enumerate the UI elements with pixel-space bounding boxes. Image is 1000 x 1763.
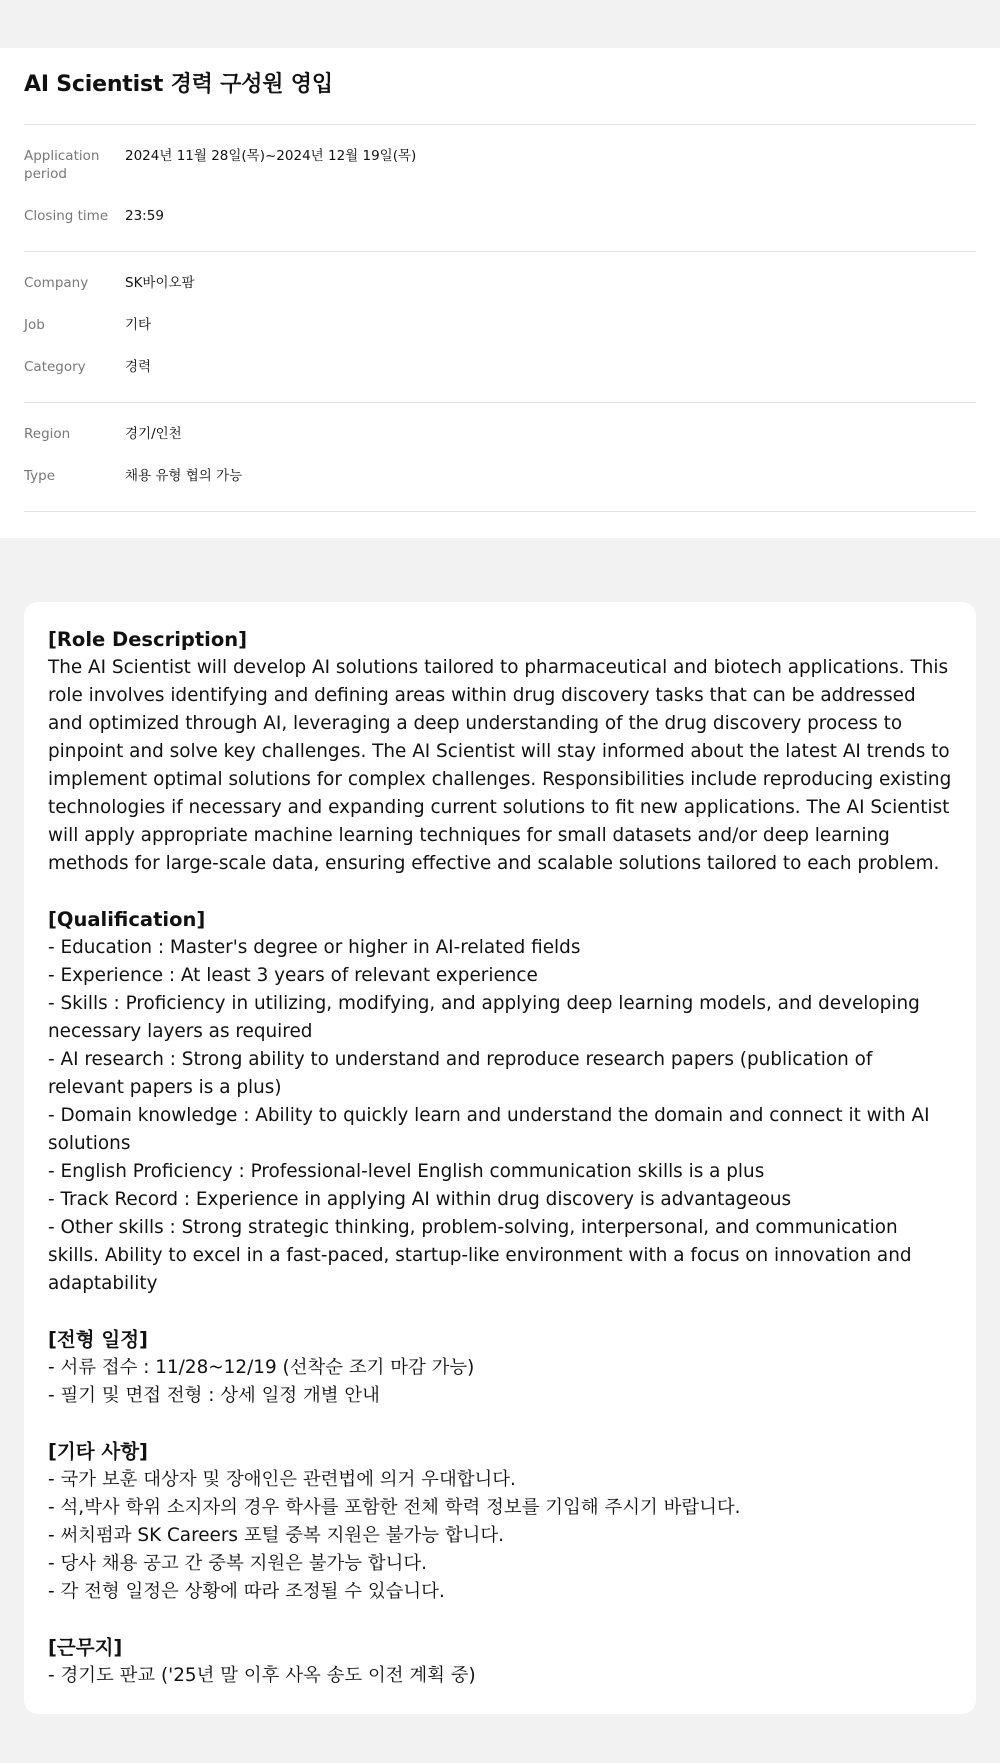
job-row <box>24 316 976 358</box>
role-description-text: The AI Scientist will develop AI solutions tailored to pharmaceutical and biotech applications. This role involves identifying and defining areas within drug discovery tasks that can be addressed and optimized through AI, leveraging a deep understanding of the drug discovery process to pinpoint and solve key challenges. The AI Scientist will stay informed about the latest AI trends to implement optimal solutions for complex challenges. Responsibilities include reproducing existing technologies if necessary and expanding current solutions to fit new applications. The AI Scientist will apply appropriate machine learning techniques for small datasets and/or deep learning methods for large-scale data, ensuring effective and scalable solutions tailored to each problem. <box>48 657 952 874</box>
closing-time-row <box>24 207 976 231</box>
company-group <box>24 252 976 402</box>
etc-section <box>48 1438 952 1606</box>
list-item: - 서류 접수 : 11/28~12/19 (선착순 조기 마감 가능) <box>48 1357 475 1378</box>
schedule-section <box>48 1326 952 1410</box>
list-item: - 필기 및 면접 전형 : 상세 일정 개별 안내 <box>48 1385 380 1406</box>
job-value: 기타 <box>125 317 152 333</box>
closing-time-value: 23:59 <box>125 208 164 224</box>
category-label: Category <box>24 359 86 375</box>
list-item: - Education : Master's degree or higher in AI-related fields <box>48 937 581 958</box>
region-value: 경기/인천 <box>125 426 182 442</box>
job-description-card <box>24 602 976 1714</box>
list-item: - 각 전형 일정은 상황에 따라 조정될 수 있습니다. <box>48 1581 445 1602</box>
closing-time-label: Closing time <box>24 208 109 224</box>
role-description-title: [Role Description] <box>48 628 248 651</box>
location-section <box>48 1634 952 1690</box>
application-period-value: 2024년 11월 28일(목)~2024년 12월 19일(목) <box>125 148 417 164</box>
list-item: - Experience : At least 3 years of relevant experience <box>48 965 538 986</box>
qualification-section <box>48 906 952 1298</box>
top-spacer <box>0 0 1000 48</box>
job-label: Job <box>24 317 45 333</box>
category-row <box>24 358 976 382</box>
etc-title: [기타 사항] <box>48 1440 148 1463</box>
company-row <box>24 274 976 316</box>
region-label: Region <box>24 426 71 442</box>
period-group <box>24 125 976 251</box>
list-item: - 당사 채용 공고 간 중복 지원은 불가능 합니다. <box>48 1553 428 1574</box>
list-item: - 석,박사 학위 소지자의 경우 학사를 포함한 전체 학력 정보를 기입해 주시기 바랍니다. <box>48 1497 741 1518</box>
list-item: - AI research : Strong ability to understand and reproduce research papers (publication of relevant papers is a plus) <box>48 1049 873 1098</box>
company-value: SK바이오팜 <box>125 275 195 291</box>
location-title: [근무지] <box>48 1636 123 1659</box>
list-item: - English Proficiency : Professional-level English communication skills is a plus <box>48 1161 765 1182</box>
list-item: - 써치펌과 SK Careers 포털 중복 지원은 불가능 합니다. <box>48 1525 505 1546</box>
company-label: Company <box>24 275 89 291</box>
application-period-label: Application period <box>24 148 100 182</box>
list-item: - Track Record : Experience in applying AI within drug discovery is advantageous <box>48 1189 792 1210</box>
type-row <box>24 467 976 491</box>
list-item: - 국가 보훈 대상자 및 장애인은 관련법에 의거 우대합니다. <box>48 1469 516 1490</box>
region-group <box>24 403 976 511</box>
job-title: AI Scientist 경력 구성원 영입 <box>24 72 333 97</box>
list-item: - Skills : Proficiency in utilizing, modifying, and applying deep learning models, and developing necessary layers as required <box>48 993 920 1042</box>
qualification-title: [Qualification] <box>48 908 206 931</box>
divider <box>24 511 976 512</box>
application-period-row <box>24 147 976 207</box>
role-description-section <box>48 626 952 878</box>
job-summary-panel <box>0 48 1000 538</box>
list-item: - Other skills : Strong strategic thinking, problem-solving, interpersonal, and communication skills. Ability to excel in a fast-paced, startup-like environment with a focus on innovation and adaptability <box>48 1217 912 1294</box>
region-row <box>24 425 976 467</box>
list-item: - 경기도 판교 ('25년 말 이후 사옥 송도 이전 계획 중) <box>48 1665 476 1686</box>
schedule-title: [전형 일정] <box>48 1328 148 1351</box>
type-label: Type <box>24 468 56 484</box>
list-item: - Domain knowledge : Ability to quickly learn and understand the domain and connect it with AI solutions <box>48 1105 930 1154</box>
type-value: 채용 유형 협의 가능 <box>125 468 243 484</box>
category-value: 경력 <box>125 359 152 375</box>
